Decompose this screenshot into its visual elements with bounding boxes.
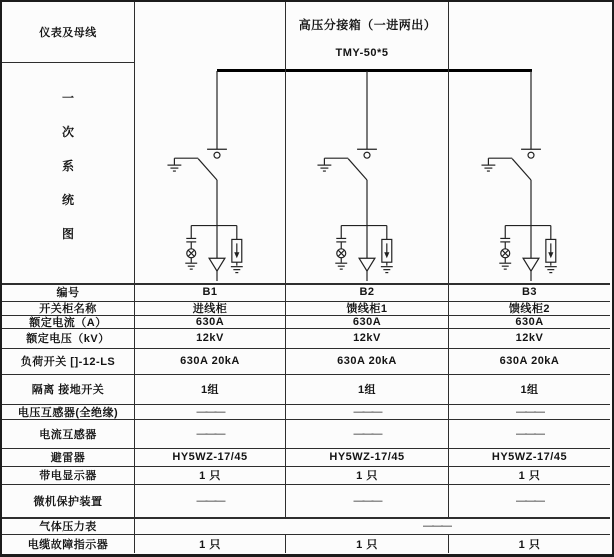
table-cell	[449, 484, 610, 517]
sidebar-vertical-label	[2, 63, 134, 309]
table-cell	[135, 484, 285, 517]
row-label: 额定电压（kV）	[26, 333, 110, 345]
row-label: 开关柜名称	[39, 303, 97, 315]
table-cell	[135, 315, 285, 328]
dash-value: ———	[196, 427, 224, 440]
busbar-spec-label: TMY-50*5	[335, 47, 389, 59]
row-label: 编号	[56, 287, 80, 299]
cell-value: 1 只	[199, 470, 221, 482]
table-cell	[449, 534, 610, 553]
cell-value: 1组	[357, 384, 377, 396]
row-label: 电流互感器	[39, 428, 97, 441]
cell-value: B1	[202, 286, 218, 298]
row-label: 避雷器	[50, 452, 86, 464]
row-label: 微机保护装置	[33, 495, 103, 508]
table-cell	[449, 419, 610, 448]
table-cell	[286, 534, 448, 553]
cell-value: 1 只	[518, 470, 541, 482]
cell-value: HY5WZ-17/45	[491, 451, 568, 463]
table-cell	[286, 315, 448, 328]
cell-value: 馈线柜2	[508, 303, 551, 315]
cell-value: 12kV	[196, 332, 224, 344]
dash-value: ———	[196, 494, 224, 507]
dash-value: ———	[353, 427, 381, 440]
sidebar-char: 一	[61, 91, 74, 105]
table-cell	[449, 466, 610, 484]
table-cell	[449, 448, 610, 466]
table-cell	[135, 301, 285, 315]
cell-value: 1组	[520, 384, 539, 396]
table-cell	[286, 328, 448, 348]
bay1-circuit-diagram	[157, 71, 277, 284]
table-cell	[449, 283, 610, 301]
cell-value: 1 只	[199, 538, 221, 551]
table-cell	[286, 419, 448, 448]
row-label: 负荷开关 []-12-LS	[20, 356, 116, 368]
table-cell	[286, 301, 448, 315]
table-cell	[286, 448, 448, 466]
row-label: 额定电流（A）	[29, 316, 107, 329]
table-cell	[135, 283, 285, 301]
dash-value: ———	[423, 519, 450, 532]
header-left-bottom-border	[2, 62, 134, 63]
table-cell	[286, 374, 448, 404]
cell-value: 630A 20kA	[499, 355, 560, 367]
table-cell	[449, 374, 610, 404]
sidebar-char: 系	[61, 159, 74, 173]
table-cell	[135, 448, 285, 466]
table-cell	[449, 348, 610, 374]
row-label: 气体压力表	[39, 520, 97, 533]
dash-value: ———	[353, 405, 381, 418]
table-cell	[449, 301, 610, 315]
cell-value: 12kV	[515, 332, 544, 344]
dash-value: ———	[516, 405, 543, 418]
bay2-circuit-diagram	[307, 71, 427, 284]
dash-value: ———	[196, 405, 224, 418]
cell-value: 630A	[515, 315, 544, 328]
cell-value: 进线柜	[192, 303, 228, 315]
cell-value: HY5WZ-17/45	[329, 451, 405, 463]
dash-value: ———	[516, 427, 543, 440]
table-cell	[449, 315, 610, 328]
sidebar-char: 次	[61, 125, 74, 139]
cell-value: 12kV	[353, 332, 381, 344]
table-cell	[135, 404, 285, 419]
row-label: 电缆故障指示器	[27, 538, 109, 551]
row-label: 带电显示器	[39, 470, 97, 482]
cell-value: 630A 20kA	[180, 355, 240, 367]
table-cell	[286, 404, 448, 419]
cell-value: B2	[359, 286, 375, 298]
table-cell	[135, 534, 285, 553]
table-cell	[135, 466, 285, 484]
table-cell	[135, 328, 285, 348]
table-cell	[135, 348, 285, 374]
cell-value: 1 只	[356, 470, 378, 482]
cell-value: 1 只	[518, 538, 541, 551]
bay3-circuit-diagram	[471, 71, 591, 284]
cell-value: HY5WZ-17/45	[172, 451, 248, 463]
table-cell	[449, 328, 610, 348]
cell-value: 1组	[200, 384, 220, 396]
table-cell	[135, 419, 285, 448]
row-label: 隔离 接地开关	[31, 384, 105, 396]
cell-value: 630A	[352, 315, 382, 328]
table-cell	[286, 466, 448, 484]
dash-value: ———	[516, 494, 543, 507]
dash-value: ———	[353, 494, 381, 507]
table-cell	[135, 374, 285, 404]
cell-value: 馈线柜1	[346, 303, 388, 315]
row-label: 电压互感器(全绝缘)	[17, 406, 119, 419]
cell-value: 630A	[195, 315, 225, 328]
cell-value: 630A 20kA	[337, 355, 397, 367]
table-cell-merged	[135, 517, 610, 534]
header-left-cell: 仪表及母线	[39, 27, 97, 39]
table-cell	[286, 348, 448, 374]
drawing-title: 高压分接箱（一进两出）	[298, 17, 437, 32]
sidebar-char: 统	[61, 193, 74, 207]
cell-value: 1 只	[356, 538, 378, 551]
table-cell	[286, 484, 448, 517]
cell-value: B3	[521, 286, 538, 298]
sidebar-char: 图	[61, 227, 74, 241]
table-cell	[286, 283, 448, 301]
table-cell	[449, 404, 610, 419]
